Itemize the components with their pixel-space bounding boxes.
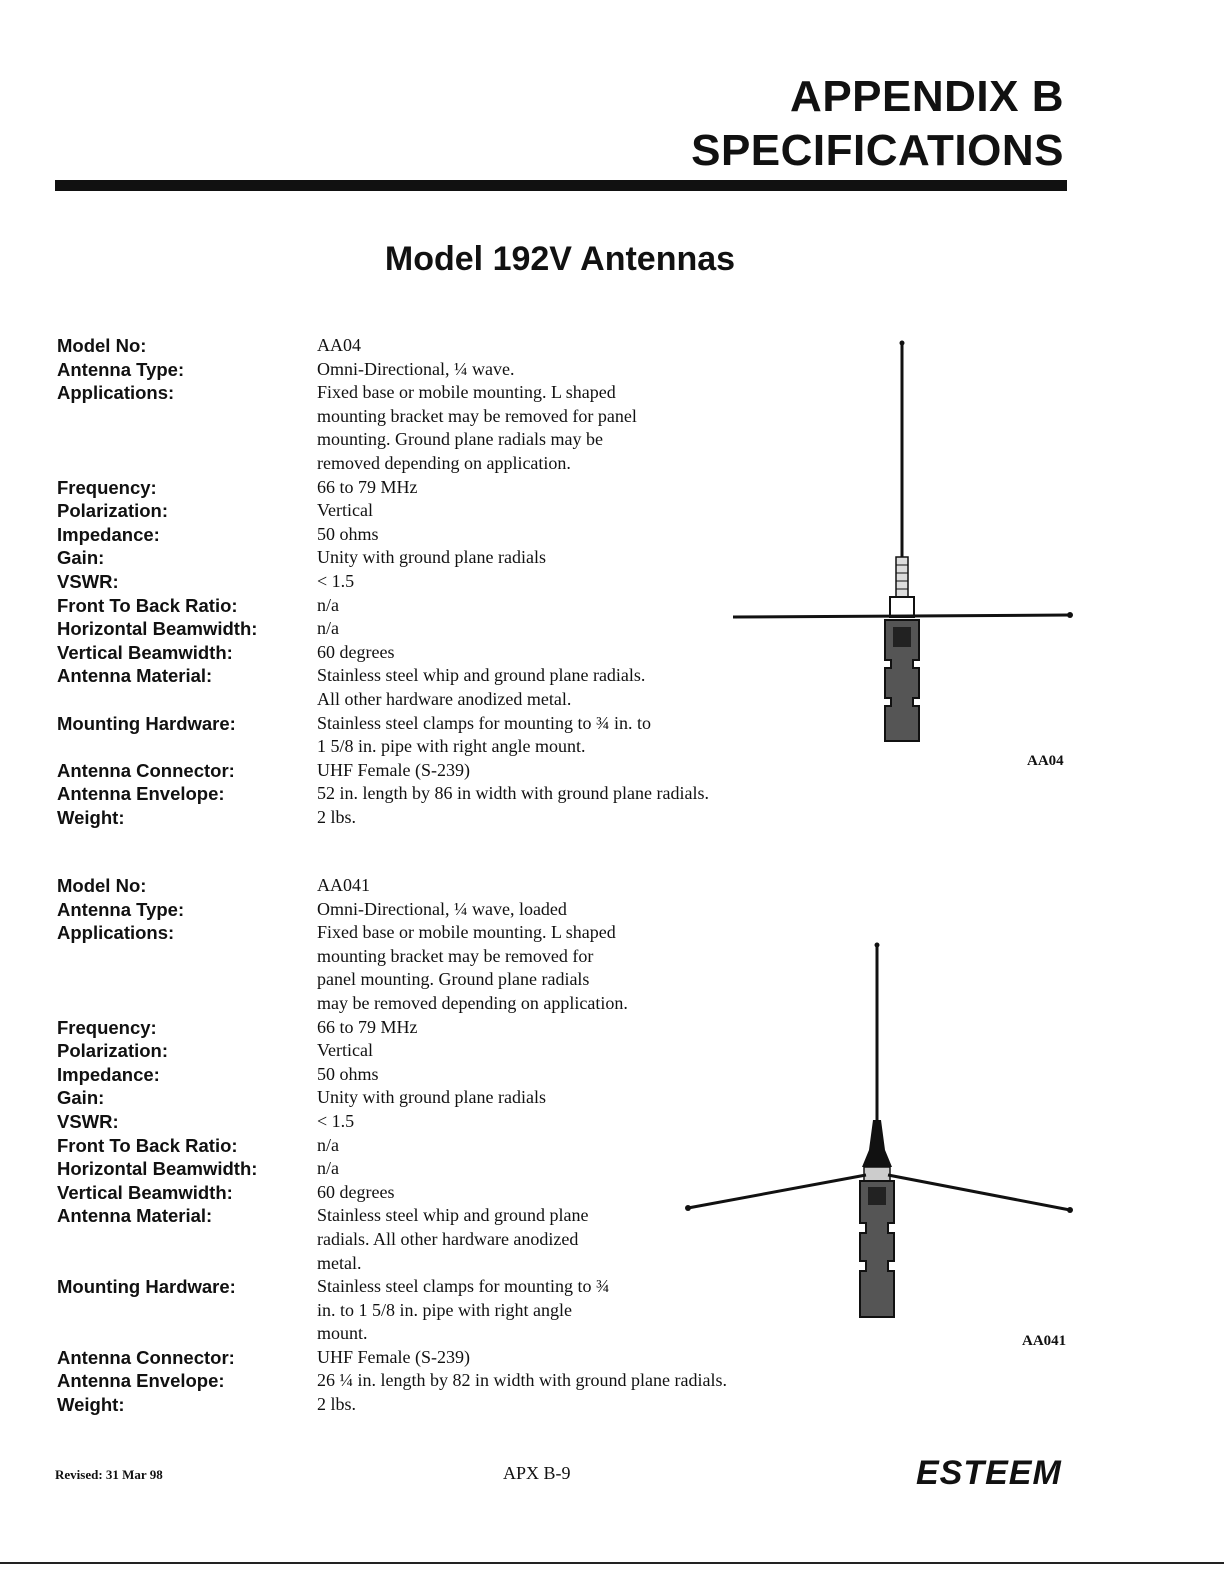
- antenna-aa04-illustration-icon: [725, 335, 1085, 755]
- spec-row: [0, 1181, 780, 1205]
- spec-value: 1 5/8 in. pipe with right angle mount.: [317, 736, 586, 757]
- spec-row: [0, 1086, 780, 1110]
- spec-label: Antenna Type:: [57, 358, 185, 380]
- spec-label: Gain:: [57, 547, 105, 569]
- spec-value: 66 to 79 MHz: [317, 1016, 418, 1037]
- spec-row: [0, 712, 780, 736]
- spec-row: [0, 1204, 780, 1228]
- header-rule: [55, 180, 1067, 191]
- spec-value: Stainless steel clamps for mounting to ¾ in. to: [317, 712, 651, 733]
- spec-row: [0, 1369, 780, 1393]
- spec-value: n/a: [317, 594, 339, 615]
- spec-label: [57, 1252, 317, 1276]
- spec-value: Stainless steel whip and ground plane radials.: [317, 665, 646, 686]
- spec-value: 50 ohms: [317, 523, 379, 544]
- spec-label: Polarization:: [57, 1040, 169, 1062]
- page-number: APX B-9: [503, 1463, 571, 1483]
- spec-row: [0, 1110, 780, 1134]
- spec-label: Frequency:: [57, 476, 157, 498]
- spec-row: [0, 806, 780, 830]
- spec-value: < 1.5: [317, 570, 355, 591]
- spec-label: Applications:: [57, 382, 175, 404]
- spec-label: Antenna Material:: [57, 1205, 213, 1227]
- spec-row: [0, 688, 780, 712]
- spec-label: Impedance:: [57, 1063, 160, 1085]
- spec-row: [0, 452, 780, 476]
- spec-row: [0, 1228, 780, 1252]
- spec-value: panel mounting. Ground plane radials: [317, 969, 590, 990]
- spec-row: [0, 1275, 780, 1299]
- spec-label: Gain:: [57, 1087, 105, 1109]
- spec-row: [0, 1134, 780, 1158]
- caption-aa041: AA041: [1022, 1333, 1067, 1349]
- spec-row: [0, 641, 780, 665]
- spec-value: Unity with ground plane radials: [317, 547, 546, 568]
- spec-value: mounting bracket may be removed for panel: [317, 405, 637, 426]
- spec-label: Vertical Beamwidth:: [57, 641, 233, 663]
- bottom-rule: [0, 1562, 1224, 1564]
- spec-label: Antenna Envelope:: [57, 1370, 225, 1392]
- spec-value: Fixed base or mobile mounting. L shaped: [317, 382, 616, 403]
- spec-value: UHF Female (S-239): [317, 1346, 470, 1367]
- spec-value: removed depending on application.: [317, 452, 571, 473]
- spec-row: [0, 992, 780, 1016]
- spec-value: Omni-Directional, ¼ wave, loaded: [317, 898, 567, 919]
- spec-label: VSWR:: [57, 570, 119, 592]
- spec-row: [0, 381, 780, 405]
- spec-value: radials. All other hardware anodized: [317, 1228, 579, 1249]
- spec-label: Antenna Connector:: [57, 1346, 235, 1368]
- spec-value: 60 degrees: [317, 1181, 395, 1202]
- spec-row: [0, 1157, 780, 1181]
- appendix-heading: APPENDIX B: [790, 72, 1064, 121]
- spec-value: mounting. Ground plane radials may be: [317, 429, 603, 450]
- spec-label: [57, 688, 317, 712]
- spec-value: UHF Female (S-239): [317, 759, 470, 780]
- spec-row: [0, 428, 780, 452]
- spec-row: [0, 617, 780, 641]
- spec-label: [57, 945, 317, 969]
- spec-label: [57, 735, 317, 759]
- spec-value: 50 ohms: [317, 1063, 379, 1084]
- spec-value: AA041: [317, 875, 370, 895]
- spec-value: in. to 1 5/8 in. pipe with right angle: [317, 1299, 572, 1320]
- spec-label: Antenna Material:: [57, 665, 213, 687]
- spec-value: 60 degrees: [317, 641, 395, 662]
- spec-label: Front To Back Ratio:: [57, 594, 238, 616]
- spec-table-aa04: [0, 334, 780, 829]
- spec-row: [0, 782, 780, 806]
- spec-row: [0, 735, 780, 759]
- spec-value: All other hardware anodized metal.: [317, 688, 572, 709]
- spec-table-aa041: [0, 874, 780, 1417]
- spec-row: [0, 1322, 780, 1346]
- caption-aa04: AA04: [1027, 753, 1064, 769]
- spec-label: Weight:: [57, 1394, 125, 1416]
- spec-value: n/a: [317, 1134, 339, 1155]
- spec-row: [0, 664, 780, 688]
- spec-label: [57, 1228, 317, 1252]
- spec-label: Mounting Hardware:: [57, 1276, 236, 1298]
- spec-value: mount.: [317, 1323, 368, 1344]
- spec-value: 2 lbs.: [317, 806, 357, 827]
- spec-row: [0, 1016, 780, 1040]
- spec-row: [0, 921, 780, 945]
- spec-value: 52 in. length by 86 in width with ground plane radials.: [317, 783, 709, 804]
- spec-value: 26 ¼ in. length by 82 in width with ground plane radials.: [317, 1370, 727, 1391]
- spec-value: metal.: [317, 1252, 362, 1273]
- spec-label: Frequency:: [57, 1016, 157, 1038]
- spec-row: [0, 358, 780, 382]
- section-title: Model 192V Antennas: [384, 240, 736, 278]
- spec-row: [0, 476, 780, 500]
- spec-label: VSWR:: [57, 1110, 119, 1132]
- spec-label: [57, 452, 317, 476]
- spec-label: Horizontal Beamwidth:: [57, 618, 258, 640]
- spec-label: Polarization:: [57, 500, 169, 522]
- spec-row: [0, 945, 780, 969]
- spec-value: Vertical: [317, 500, 373, 521]
- spec-value: mounting bracket may be removed for: [317, 945, 594, 966]
- spec-label: Applications:: [57, 922, 175, 944]
- spec-value: Omni-Directional, ¼ wave.: [317, 358, 515, 379]
- spec-value: 66 to 79 MHz: [317, 476, 418, 497]
- spec-row: [0, 968, 780, 992]
- spec-row: [0, 546, 780, 570]
- revised-date: Revised: 31 Mar 98: [55, 1467, 163, 1482]
- spec-row: [0, 334, 780, 358]
- spec-row: [0, 898, 780, 922]
- spec-value: Stainless steel whip and ground plane: [317, 1205, 589, 1226]
- spec-row: [0, 499, 780, 523]
- spec-label: Antenna Connector:: [57, 759, 235, 781]
- spec-value: Unity with ground plane radials: [317, 1087, 546, 1108]
- spec-label: [57, 992, 317, 1016]
- spec-row: [0, 1299, 780, 1323]
- spec-label: Vertical Beamwidth:: [57, 1181, 233, 1203]
- spec-row: [0, 1039, 780, 1063]
- spec-value: n/a: [317, 1158, 339, 1179]
- spec-label: Mounting Hardware:: [57, 712, 236, 734]
- spec-row: [0, 405, 780, 429]
- spec-row: [0, 594, 780, 618]
- spec-label: Model No:: [57, 335, 147, 356]
- spec-row: [0, 523, 780, 547]
- spec-value: Fixed base or mobile mounting. L shaped: [317, 922, 616, 943]
- spec-row: [0, 1252, 780, 1276]
- spec-label: Horizontal Beamwidth:: [57, 1158, 258, 1180]
- spec-value: Stainless steel clamps for mounting to ¾: [317, 1276, 610, 1297]
- spec-value: n/a: [317, 618, 339, 639]
- spec-value: < 1.5: [317, 1110, 355, 1131]
- spec-row: [0, 1346, 780, 1370]
- spec-label: Antenna Type:: [57, 898, 185, 920]
- spec-row: [0, 1063, 780, 1087]
- spec-label: Weight:: [57, 806, 125, 828]
- spec-row: [0, 570, 780, 594]
- spec-label: Impedance:: [57, 523, 160, 545]
- spec-label: [57, 405, 317, 429]
- spec-label: [57, 1322, 317, 1346]
- spec-label: [57, 968, 317, 992]
- spec-label: Antenna Envelope:: [57, 783, 225, 805]
- spec-label: Model No:: [57, 875, 147, 896]
- spec-label: Front To Back Ratio:: [57, 1134, 238, 1156]
- antenna-aa041-illustration-icon: [680, 935, 1080, 1335]
- spec-row: [0, 759, 780, 783]
- spec-row: [0, 874, 780, 898]
- specifications-heading: SPECIFICATIONS: [691, 126, 1064, 175]
- spec-row: [0, 1393, 780, 1417]
- spec-value: AA04: [317, 335, 361, 355]
- spec-value: 2 lbs.: [317, 1394, 357, 1415]
- spec-value: Vertical: [317, 1040, 373, 1061]
- spec-value: may be removed depending on application.: [317, 992, 628, 1013]
- spec-label: [57, 1299, 317, 1323]
- esteem-logo: ESTEEM: [916, 1454, 1062, 1492]
- spec-label: [57, 428, 317, 452]
